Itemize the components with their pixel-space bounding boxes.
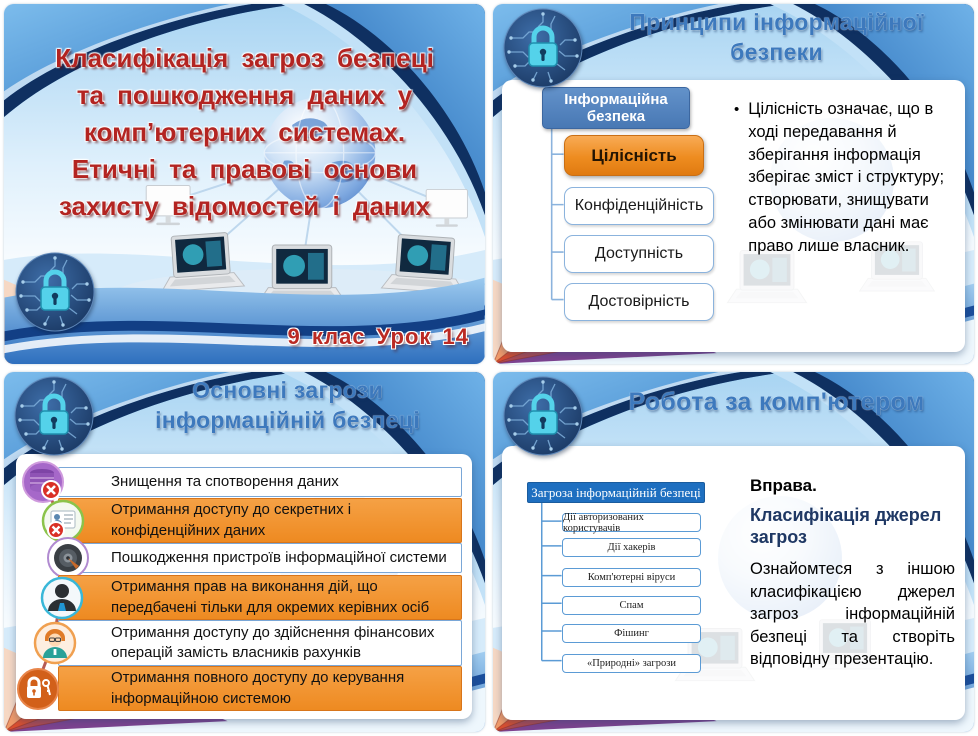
diagram-item-confidentiality: Конфіденційність [564,187,714,225]
title-line: Класифікація загроз безпеці [55,43,434,73]
threat-row [58,498,462,543]
security-lock-badge [503,8,583,88]
bullet-text: Цілісність означає, що в ході передавання й зберігання інформація зберігає зміст і структуру; створювати, знищувати або змінювати дані має право лише власник. [748,100,945,255]
slide-2-principles[interactable] [493,4,974,364]
hard-drive-icon [46,536,90,580]
diagram-root-box: Інформаційна безпека [542,87,690,129]
bullet-marker: • [734,101,740,118]
title-line: та пошкодження даних у [76,79,413,110]
diagram-item-availability: Доступність [564,235,714,273]
threat-label: Отримання доступу до здійснення фінансових операцій замість власників рахунків [111,623,435,661]
exercise-text: Ознайомтеся з іншою класифікацією джерел загроз інформаційній безпеці та створіть відповідну презентацію. [750,560,955,668]
security-lock-badge [503,376,583,456]
banker-avatar-icon [33,621,77,665]
slide-title [94,376,481,436]
diagram-root-box: Загроза інформаційній безпеці [527,482,705,503]
slide-title [12,40,477,225]
title-line: комп’ютерних системах. [83,116,406,147]
content-panel [502,80,965,352]
security-lock-badge [15,252,95,332]
threat-label: Отримання повного доступу до керування інформаційною системою [111,669,405,707]
threat-row [58,575,462,620]
diagram-item-integrity: Цілісність [564,135,704,176]
admin-user-icon [40,576,84,620]
title-line: Етичні та правові основи [71,153,418,184]
threat-row [58,467,462,497]
diagram-item-phishing: Фішинг [562,624,701,643]
diagram-item-viruses: Комп'ютерні віруси [562,568,701,587]
threat-label: Пошкодження пристроїв інформаційної системи [111,548,447,566]
title-line: безпеки [730,38,823,65]
threat-row [58,620,462,666]
diagram-item-natural-threats: «Природні» загрози [562,654,701,673]
threat-label: Знищення та спотворення даних [111,472,339,490]
slide-title: Робота за комп'ютером [628,388,925,416]
lock-circuit-icon [14,376,94,456]
threat-label: Отримання прав на виконання дій, що передбачені тільки для окремих керівних осіб [111,578,430,616]
exercise-block [750,476,955,670]
slide-4-computer-work[interactable] [493,372,974,732]
diagram-item-spam: Спам [562,596,701,615]
security-lock-badge [14,376,94,456]
threat-label: Отримання доступу до секретних і конфіденційних даних [111,501,352,539]
content-panel [502,446,965,720]
threat-row [58,543,462,573]
slide-3-main-threats[interactable] [4,372,485,732]
exercise-heading: Вправа. [750,476,817,495]
title-line: інформаційній безпеці [155,406,420,433]
title-line: захисту відомостей і даних [58,190,431,221]
exercise-subheading: Класифікація джерел загроз [750,505,942,547]
lock-key-icon [16,667,60,711]
title-line: Принципи інформаційної [629,9,924,35]
diagram-item-authorized-users: Дії авторизованих користувачів [562,513,701,532]
title-line: Основні загрози [192,377,383,403]
integrity-description [734,98,955,257]
content-panel [16,454,472,719]
diagram-item-authenticity: Достовірність [564,283,714,321]
lock-circuit-icon [503,8,583,88]
lesson-number-label: 9 клас Урок 14 [287,324,469,349]
lock-circuit-icon [503,376,583,456]
lock-circuit-icon [15,252,95,332]
threat-row [58,666,462,711]
diagram-item-hackers: Дії хакерів [562,538,701,557]
slide-1-title-slide[interactable] [4,4,485,364]
slide-title [583,8,970,68]
